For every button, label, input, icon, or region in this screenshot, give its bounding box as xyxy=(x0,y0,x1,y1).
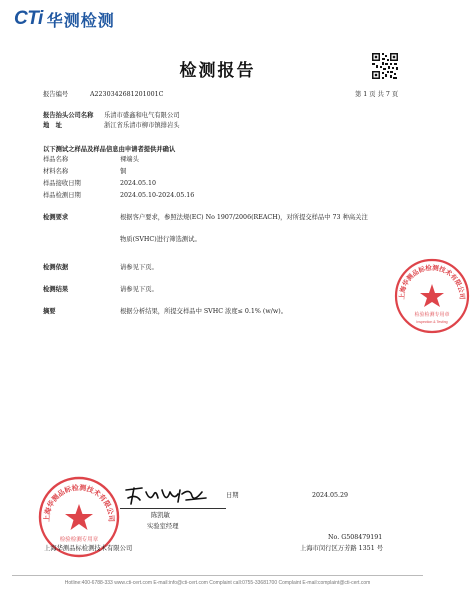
requirement-label: 检测要求 xyxy=(43,214,69,221)
signer-name: 陈凯敏 xyxy=(151,512,170,519)
sample-field-value: 铜 xyxy=(120,168,127,175)
sample-field-value: 2024.05.10-2024.05.16 xyxy=(120,192,195,199)
company-label: 报告抬头公司名称 xyxy=(43,112,94,119)
sample-field-label: 样品检测日期 xyxy=(43,192,81,199)
address-value: 浙江省乐清市柳市镇排岩头 xyxy=(104,122,180,129)
basis-value: 请参见下页。 xyxy=(120,264,158,271)
sample-section-title: 以下测试之样品及样品信息由申请者提供并确认 xyxy=(43,146,176,153)
requirement-line-1: 根据客户要求，参照法规(EC) No 1907/2006(REACH)，对所提交样品中 73 种高关注 xyxy=(120,214,368,221)
certificate-no: No. G508479191 xyxy=(328,534,383,541)
summary-label: 摘要 xyxy=(43,308,56,315)
result-value: 请参见下页。 xyxy=(120,286,158,293)
lab-address: 上海市闵行区万芳路 1351 号 xyxy=(300,545,383,552)
stamp-right-en: Inspection & Testing xyxy=(416,320,448,324)
stamp-bottom-sub: 检验检测专用章 xyxy=(59,537,99,543)
report-no: A2230342681201001C xyxy=(90,91,164,98)
logo-mark: CTi xyxy=(14,8,43,29)
sample-field-value: 裸端头 xyxy=(120,156,139,163)
signature-line xyxy=(120,508,226,509)
signer-title: 实验室经理 xyxy=(147,523,179,530)
stamp-right-arc-text: 上海华测品标检测技术有限公司 xyxy=(397,263,467,300)
footer-divider xyxy=(12,575,423,576)
stamp-bottom-arc-text: 上海华测品标检测技术有限公司 xyxy=(42,483,116,523)
address-label: 地 址 xyxy=(43,122,62,129)
basis-label: 检测依据 xyxy=(43,264,69,271)
summary-value: 根据分析结果，所提交样品中 SVHC 浓度≤ 0.1% (w/w)。 xyxy=(120,308,288,315)
company-name: 乐清市盛鑫和电气有限公司 xyxy=(104,112,180,119)
result-label: 检测结果 xyxy=(43,286,69,293)
logo-chinese-name: 华测检测 xyxy=(46,10,115,30)
requirement-line-2: 物质(SVHC)进行筛选测试。 xyxy=(120,236,201,243)
sample-field-value: 2024.05.10 xyxy=(120,180,157,187)
signature-image xyxy=(120,484,210,508)
footer-contact: Hotline:400-6788-333 www.cti-cert.com E-mail:info@cti-cert.com Complaint call:0755-33681700 Complaint E-mail:complaint@cti-cert.com xyxy=(64,580,371,586)
sample-field-label: 材料名称 xyxy=(43,168,69,175)
lab-company: 上海华测品标检测技术有限公司 xyxy=(44,545,133,552)
report-no-label: 报告编号 xyxy=(43,91,69,98)
stamp-right-sub: 检验检测专用章 xyxy=(414,312,450,318)
sample-field-label: 样品接收日期 xyxy=(43,180,81,187)
date-label: 日期 xyxy=(226,492,239,499)
company-logo xyxy=(14,8,115,30)
report-title: 检测报告 xyxy=(179,61,256,81)
inspection-stamp-right xyxy=(392,256,472,336)
page-info: 第 1 页 共 7 页 xyxy=(355,91,399,98)
sample-field-label: 样品名称 xyxy=(43,156,69,163)
date-value: 2024.05.29 xyxy=(312,492,349,499)
